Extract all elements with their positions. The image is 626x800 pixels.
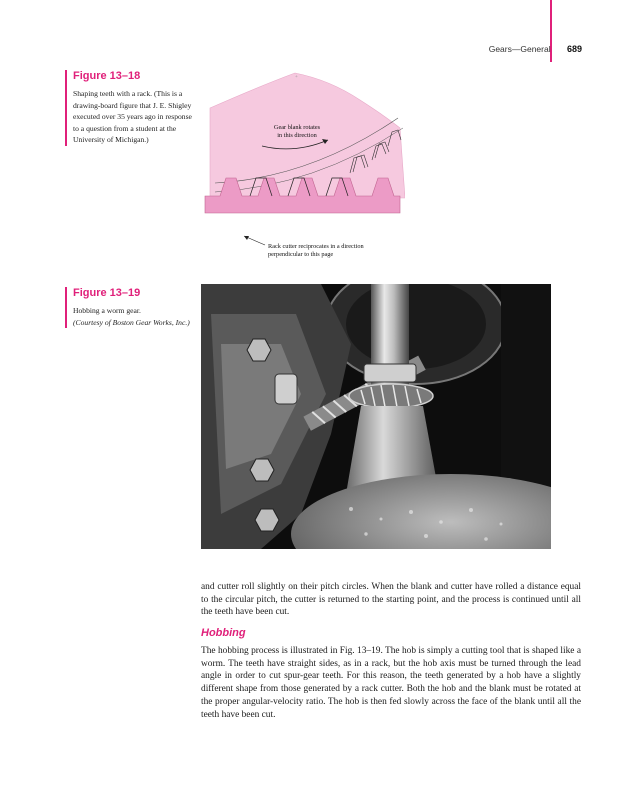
rack-label-1: Rack cutter reciprocates in a direction <box>268 243 364 250</box>
section-heading-hobbing: Hobbing <box>201 627 246 639</box>
paragraph-2: The hobbing process is illustrated in Fig. 13–19. The hob is simply a cutting tool that is shaped like a worm. The teeth have straight sides, as in a rack, but the hob axis must be turned through the lead angle in order to cut spur-gear teeth. For this reason, the teeth generated by a hob have a slightly different shape from those generated by a rack cutter. Both the hob and the blank must be rotated at the proper angular-velocity ratio. The hob is then fed slowly across the face of the blank until all the teeth have been cut. <box>201 646 581 720</box>
figure-19-caption-line: Hobbing a worm gear. <box>73 306 141 315</box>
figure-18-caption-text: Shaping teeth with a rack. (This is a drawing-board figure that J. E. Shigley executed over 35 years ago in response to a question from a student at the University of Michigan.) <box>73 89 192 144</box>
figure-18-drawing <box>200 68 405 268</box>
figure-19-label: Figure 13–19 <box>73 287 141 299</box>
rack-shaping-diagram <box>200 68 405 268</box>
running-title: Gears—General <box>488 44 551 54</box>
rack-label-2: perpendicular to this page <box>268 251 334 258</box>
rotate-label-1: Gear blank rotates <box>273 124 321 131</box>
center-mark: + <box>295 75 298 80</box>
worm-gear <box>349 384 433 408</box>
figure-18-caption <box>65 70 198 146</box>
figure-19-caption-text <box>73 305 198 328</box>
paragraph-1: and cutter roll slightly on their pitch circles. When the blank and cutter have rolled a distance equal to the circular pitch, the cutter is returned to the starting point, and the process is continued until all the teeth have been cut. <box>201 582 581 618</box>
figure-19-photo <box>201 284 551 549</box>
figure-19-credit: (Courtesy of Boston Gear Works, Inc.) <box>73 317 190 327</box>
figure-18-label: Figure 13–18 <box>73 70 141 82</box>
hobbing-machine-illustration <box>201 284 551 549</box>
figure-19-caption <box>65 287 198 328</box>
running-header <box>489 44 582 54</box>
rotate-label-2: in this direction <box>277 132 317 139</box>
page-number: 689 <box>566 44 582 54</box>
